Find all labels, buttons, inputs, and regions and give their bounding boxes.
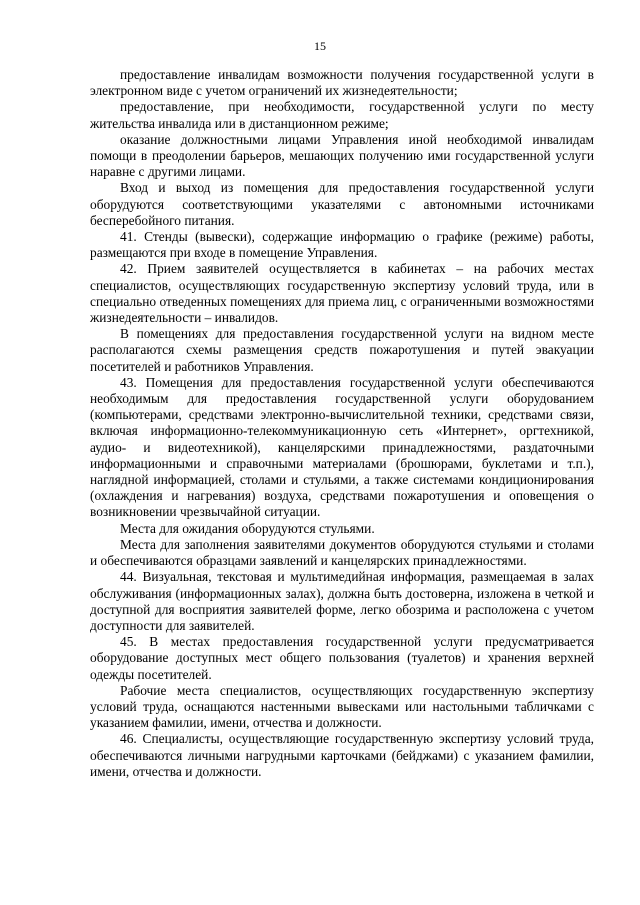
paragraph: 42. Прием заявителей осуществляется в кабинетах – на рабочих местах специалистов, осуществляющих государственную экспертизу условий труда, или в специально отведенных помещениях для приема лиц, с ограниченными возможностями жизнедеятельности – инвалидов.: [90, 261, 594, 326]
paragraph: предоставление инвалидам возможности получения государственной услуги в электронном виде с учетом ограничений их жизнедеятельности;: [90, 67, 594, 99]
paragraph: 41. Стенды (вывески), содержащие информацию о графике (режиме) работы, размещаются при входе в помещение Управления.: [90, 229, 594, 261]
paragraph: В помещениях для предоставления государственной услуги на видном месте располагаются схемы размещения средств пожаротушения и путей эвакуации посетителей и работников Управления.: [90, 326, 594, 374]
paragraph: 45. В местах предоставления государственной услуги предусматривается оборудование доступных мест общего пользования (туалетов) и хранения верхней одежды посетителей.: [90, 634, 594, 682]
paragraph: Рабочие места специалистов, осуществляющих государственную экспертизу условий труда, оснащаются настенными вывесками или настольными табличками с указанием фамилии, имени, отчества и должности.: [90, 682, 594, 731]
paragraph: Места для ожидания оборудуются стульями.: [120, 520, 375, 536]
paragraph: 44. Визуальная, текстовая и мультимедийная информация, размещаемая в залах обслуживания (информационных залах), должна быть достоверна, изложена в четкой и доступной для восприятия заявителей форме, легко обозрима и расположена с учетом доступности для заявителей.: [90, 569, 594, 633]
paragraph: предоставление, при необходимости, государственной услуги по месту жительства инвалида или в дистанционном режиме;: [90, 99, 594, 131]
document-body: [90, 67, 594, 780]
paragraph: Вход и выход из помещения для предоставления государственной услуги оборудуются соответствующими указателями с автономными источниками бесперебойного питания.: [90, 180, 594, 228]
paragraph: 43. Помещения для предоставления государственной услуги обеспечиваются необходимым для предоставления государственной услуги оборудованием (компьютерами, средствами электронно-вычислительной техники, средствами связи, включая информационно-телекоммуникационную сеть «Интернет», оргтехникой, аудио- и видеотехникой), канцелярскими принадлежностями, раздаточными информационными и справочными материалами (брошюрами, буклетами и т.п.), наглядной информацией, столами и стульями, а также системами кондиционирования (охлаждения и нагревания) воздуха, средствами пожаротушения и оповещения о возникновении чрезвычайной ситуации.: [90, 374, 594, 520]
paragraph: Места для заполнения заявителями документов оборудуются стульями и столами и обеспечиваются образцами заявлений и канцелярских принадлежностями.: [90, 536, 594, 569]
paragraph: оказание должностными лицами Управления иной необходимой инвалидам помощи в преодолении барьеров, мешающих получению ими государственной услуги наравне с другими лицами.: [90, 131, 594, 180]
paragraph: 46. Специалисты, осуществляющие государственную экспертизу условий труда, обеспечиваются личными нагрудными карточками (бейджами) с указанием фамилии, имени, отчества и должности.: [90, 731, 594, 779]
page-number: 15: [314, 39, 326, 53]
